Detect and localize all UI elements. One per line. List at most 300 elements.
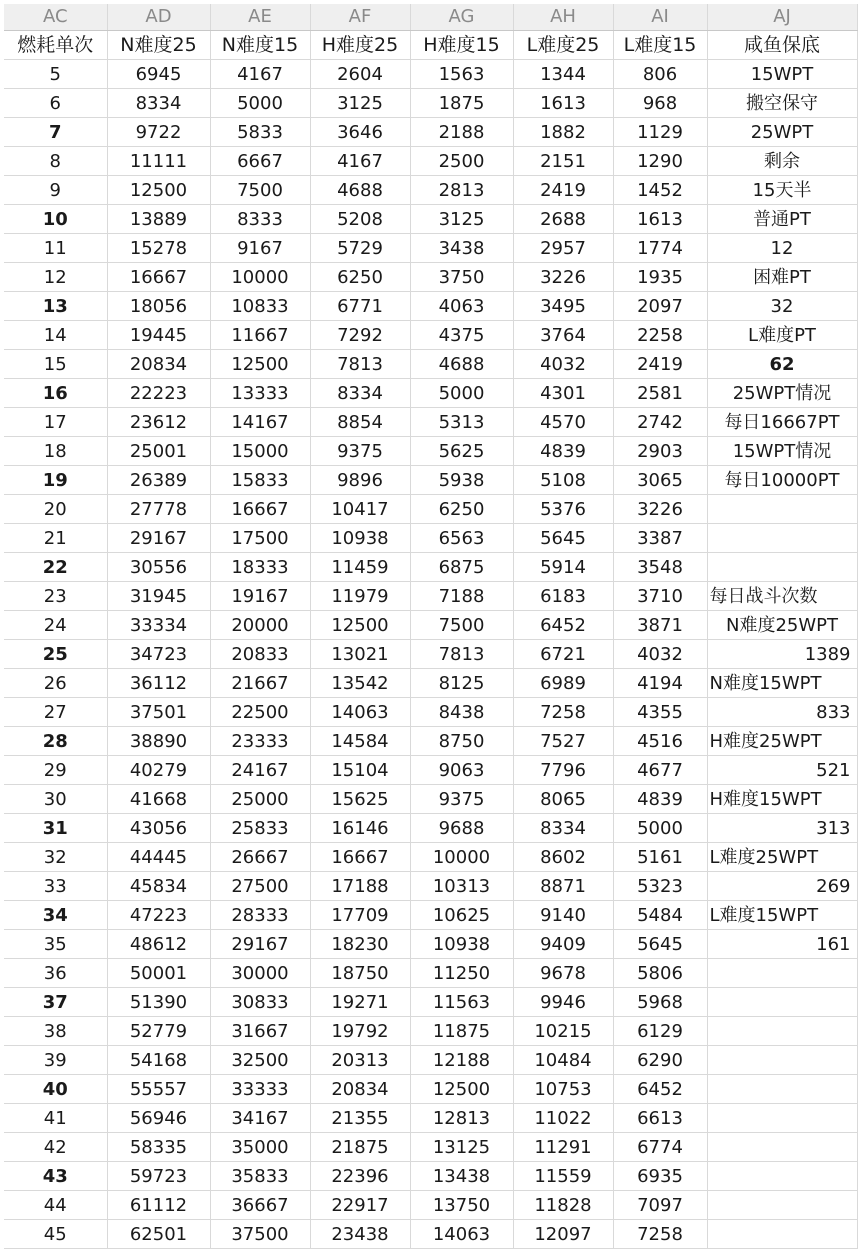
cell-ac[interactable]: 18 [4, 437, 107, 466]
cell-ad[interactable]: 43056 [107, 814, 210, 843]
cell-af[interactable]: 3125 [310, 89, 410, 118]
cell-af[interactable]: 3646 [310, 118, 410, 147]
cell-ad[interactable]: 47223 [107, 901, 210, 930]
cell-label-ai[interactable]: L难度15 [613, 31, 707, 60]
cell-ac[interactable]: 35 [4, 930, 107, 959]
cell-ae[interactable]: 27500 [210, 872, 310, 901]
cell-ad[interactable]: 25001 [107, 437, 210, 466]
cell-ae[interactable]: 15000 [210, 437, 310, 466]
cell-ag[interactable]: 10313 [410, 872, 513, 901]
cell-ac[interactable]: 13 [4, 292, 107, 321]
cell-ae[interactable]: 10833 [210, 292, 310, 321]
cell-ad[interactable]: 13889 [107, 205, 210, 234]
cell-ah[interactable]: 4570 [513, 408, 613, 437]
cell-ai[interactable]: 2097 [613, 292, 707, 321]
cell-ai[interactable]: 4032 [613, 640, 707, 669]
cell-ae[interactable]: 4167 [210, 60, 310, 89]
cell-aj[interactable]: L难度PT [707, 321, 857, 350]
cell-af[interactable]: 7292 [310, 321, 410, 350]
cell-af[interactable]: 14063 [310, 698, 410, 727]
cell-ag[interactable]: 2500 [410, 147, 513, 176]
cell-ai[interactable]: 5323 [613, 872, 707, 901]
cell-ag[interactable]: 9375 [410, 785, 513, 814]
cell-ag[interactable]: 11563 [410, 988, 513, 1017]
cell-ad[interactable]: 62501 [107, 1220, 210, 1249]
cell-ae[interactable]: 20000 [210, 611, 310, 640]
column-header-ae[interactable]: AE [210, 4, 310, 31]
cell-ae[interactable]: 35000 [210, 1133, 310, 1162]
cell-ah[interactable]: 11022 [513, 1104, 613, 1133]
cell-ae[interactable]: 23333 [210, 727, 310, 756]
cell-ag[interactable]: 3438 [410, 234, 513, 263]
cell-ad[interactable]: 48612 [107, 930, 210, 959]
cell-ae[interactable]: 15833 [210, 466, 310, 495]
cell-ag[interactable]: 2188 [410, 118, 513, 147]
cell-ag[interactable]: 10625 [410, 901, 513, 930]
cell-ah[interactable]: 10484 [513, 1046, 613, 1075]
cell-aj[interactable] [707, 495, 857, 524]
cell-ag[interactable]: 8438 [410, 698, 513, 727]
cell-ac[interactable]: 15 [4, 350, 107, 379]
cell-ad[interactable]: 54168 [107, 1046, 210, 1075]
cell-af[interactable]: 13542 [310, 669, 410, 698]
cell-af[interactable]: 18750 [310, 959, 410, 988]
cell-af[interactable]: 20313 [310, 1046, 410, 1075]
cell-af[interactable]: 16667 [310, 843, 410, 872]
cell-aj[interactable]: H难度15WPT [707, 785, 857, 814]
cell-af[interactable]: 4688 [310, 176, 410, 205]
cell-ag[interactable]: 8750 [410, 727, 513, 756]
cell-ag[interactable]: 5938 [410, 466, 513, 495]
cell-ah[interactable]: 7527 [513, 727, 613, 756]
cell-ad[interactable]: 33334 [107, 611, 210, 640]
cell-ae[interactable]: 30000 [210, 959, 310, 988]
cell-af[interactable]: 8854 [310, 408, 410, 437]
cell-aj[interactable] [707, 1162, 857, 1191]
cell-aj[interactable]: 困难PT [707, 263, 857, 292]
cell-ai[interactable]: 6774 [613, 1133, 707, 1162]
cell-ai[interactable]: 1774 [613, 234, 707, 263]
cell-af[interactable]: 6771 [310, 292, 410, 321]
cell-ai[interactable]: 1290 [613, 147, 707, 176]
cell-ad[interactable]: 55557 [107, 1075, 210, 1104]
cell-ac[interactable]: 32 [4, 843, 107, 872]
cell-af[interactable]: 17188 [310, 872, 410, 901]
cell-ae[interactable]: 5833 [210, 118, 310, 147]
cell-ad[interactable]: 19445 [107, 321, 210, 350]
cell-aj[interactable]: L难度25WPT [707, 843, 857, 872]
cell-ag[interactable]: 5000 [410, 379, 513, 408]
cell-ad[interactable]: 29167 [107, 524, 210, 553]
cell-af[interactable]: 22396 [310, 1162, 410, 1191]
cell-ah[interactable]: 2419 [513, 176, 613, 205]
cell-ad[interactable]: 15278 [107, 234, 210, 263]
cell-ac[interactable]: 34 [4, 901, 107, 930]
cell-ae[interactable]: 5000 [210, 89, 310, 118]
cell-ah[interactable]: 6989 [513, 669, 613, 698]
cell-ai[interactable]: 3226 [613, 495, 707, 524]
cell-ac[interactable]: 43 [4, 1162, 107, 1191]
cell-ag[interactable]: 14063 [410, 1220, 513, 1249]
cell-af[interactable]: 4167 [310, 147, 410, 176]
cell-ag[interactable]: 7500 [410, 611, 513, 640]
cell-ad[interactable]: 61112 [107, 1191, 210, 1220]
cell-aj[interactable]: 62 [707, 350, 857, 379]
cell-ac[interactable]: 11 [4, 234, 107, 263]
cell-ad[interactable]: 34723 [107, 640, 210, 669]
cell-ah[interactable]: 8871 [513, 872, 613, 901]
cell-af[interactable]: 9375 [310, 437, 410, 466]
cell-ae[interactable]: 20833 [210, 640, 310, 669]
cell-ad[interactable]: 26389 [107, 466, 210, 495]
cell-af[interactable]: 5729 [310, 234, 410, 263]
cell-af[interactable]: 15104 [310, 756, 410, 785]
cell-ae[interactable]: 28333 [210, 901, 310, 930]
cell-ai[interactable]: 1613 [613, 205, 707, 234]
cell-ai[interactable]: 968 [613, 89, 707, 118]
cell-af[interactable]: 11459 [310, 553, 410, 582]
cell-ai[interactable]: 6452 [613, 1075, 707, 1104]
cell-ad[interactable]: 18056 [107, 292, 210, 321]
cell-aj[interactable] [707, 1104, 857, 1133]
cell-ah[interactable]: 7258 [513, 698, 613, 727]
cell-aj[interactable] [707, 1046, 857, 1075]
cell-af[interactable]: 7813 [310, 350, 410, 379]
cell-aj[interactable]: 每日10000PT [707, 466, 857, 495]
cell-ai[interactable]: 6290 [613, 1046, 707, 1075]
cell-aj[interactable] [707, 1133, 857, 1162]
cell-ah[interactable]: 5914 [513, 553, 613, 582]
cell-ac[interactable]: 25 [4, 640, 107, 669]
cell-ae[interactable]: 21667 [210, 669, 310, 698]
cell-ad[interactable]: 31945 [107, 582, 210, 611]
cell-ah[interactable]: 2957 [513, 234, 613, 263]
cell-af[interactable]: 5208 [310, 205, 410, 234]
cell-ah[interactable]: 9409 [513, 930, 613, 959]
cell-label-aj[interactable]: 咸鱼保底 [707, 31, 857, 60]
cell-ah[interactable]: 7796 [513, 756, 613, 785]
cell-ai[interactable]: 5161 [613, 843, 707, 872]
cell-ah[interactable]: 9140 [513, 901, 613, 930]
cell-ac[interactable]: 45 [4, 1220, 107, 1249]
cell-ad[interactable]: 51390 [107, 988, 210, 1017]
cell-ac[interactable]: 9 [4, 176, 107, 205]
cell-ah[interactable]: 5376 [513, 495, 613, 524]
cell-label-ad[interactable]: N难度25 [107, 31, 210, 60]
cell-ai[interactable]: 2581 [613, 379, 707, 408]
cell-af[interactable]: 23438 [310, 1220, 410, 1249]
cell-ag[interactable]: 9063 [410, 756, 513, 785]
column-header-ag[interactable]: AG [410, 4, 513, 31]
cell-af[interactable]: 10938 [310, 524, 410, 553]
cell-label-ac[interactable]: 燃耗单次 [4, 31, 107, 60]
cell-ai[interactable]: 6935 [613, 1162, 707, 1191]
column-header-ai[interactable]: AI [613, 4, 707, 31]
cell-ac[interactable]: 38 [4, 1017, 107, 1046]
cell-ah[interactable]: 3495 [513, 292, 613, 321]
cell-ah[interactable]: 2688 [513, 205, 613, 234]
cell-ah[interactable]: 4301 [513, 379, 613, 408]
cell-ad[interactable]: 27778 [107, 495, 210, 524]
cell-aj[interactable] [707, 524, 857, 553]
cell-ah[interactable]: 1613 [513, 89, 613, 118]
cell-af[interactable]: 22917 [310, 1191, 410, 1220]
cell-aj[interactable] [707, 1191, 857, 1220]
cell-ad[interactable]: 9722 [107, 118, 210, 147]
cell-ai[interactable]: 5968 [613, 988, 707, 1017]
cell-ac[interactable]: 29 [4, 756, 107, 785]
cell-label-ag[interactable]: H难度15 [410, 31, 513, 60]
cell-ad[interactable]: 56946 [107, 1104, 210, 1133]
cell-ad[interactable]: 41668 [107, 785, 210, 814]
cell-ai[interactable]: 3710 [613, 582, 707, 611]
cell-ag[interactable]: 7813 [410, 640, 513, 669]
cell-ac[interactable]: 21 [4, 524, 107, 553]
cell-af[interactable]: 16146 [310, 814, 410, 843]
cell-aj[interactable]: 12 [707, 234, 857, 263]
cell-ai[interactable]: 3548 [613, 553, 707, 582]
cell-ag[interactable]: 10938 [410, 930, 513, 959]
cell-aj[interactable] [707, 988, 857, 1017]
cell-ac[interactable]: 6 [4, 89, 107, 118]
cell-ad[interactable]: 20834 [107, 350, 210, 379]
cell-ae[interactable]: 17500 [210, 524, 310, 553]
cell-ag[interactable]: 6563 [410, 524, 513, 553]
cell-af[interactable]: 13021 [310, 640, 410, 669]
cell-ai[interactable]: 2419 [613, 350, 707, 379]
cell-ac[interactable]: 31 [4, 814, 107, 843]
cell-ag[interactable]: 6250 [410, 495, 513, 524]
cell-aj[interactable]: 25WPT [707, 118, 857, 147]
cell-ah[interactable]: 4032 [513, 350, 613, 379]
cell-ag[interactable]: 4375 [410, 321, 513, 350]
cell-ad[interactable]: 44445 [107, 843, 210, 872]
cell-ac[interactable]: 23 [4, 582, 107, 611]
column-header-ah[interactable]: AH [513, 4, 613, 31]
cell-af[interactable]: 18230 [310, 930, 410, 959]
cell-af[interactable]: 10417 [310, 495, 410, 524]
cell-af[interactable]: 15625 [310, 785, 410, 814]
cell-ae[interactable]: 26667 [210, 843, 310, 872]
cell-ah[interactable]: 3764 [513, 321, 613, 350]
cell-ae[interactable]: 7500 [210, 176, 310, 205]
cell-af[interactable]: 21875 [310, 1133, 410, 1162]
cell-ai[interactable]: 4355 [613, 698, 707, 727]
cell-ag[interactable]: 12500 [410, 1075, 513, 1104]
cell-ac[interactable]: 41 [4, 1104, 107, 1133]
cell-ac[interactable]: 22 [4, 553, 107, 582]
cell-ag[interactable]: 13750 [410, 1191, 513, 1220]
column-header-aj[interactable]: AJ [707, 4, 857, 31]
cell-ad[interactable]: 23612 [107, 408, 210, 437]
cell-af[interactable]: 11979 [310, 582, 410, 611]
column-header-ad[interactable]: AD [107, 4, 210, 31]
cell-ah[interactable]: 5108 [513, 466, 613, 495]
cell-ae[interactable]: 18333 [210, 553, 310, 582]
cell-ag[interactable]: 8125 [410, 669, 513, 698]
cell-af[interactable]: 19271 [310, 988, 410, 1017]
cell-aj[interactable] [707, 959, 857, 988]
cell-ad[interactable]: 52779 [107, 1017, 210, 1046]
cell-aj[interactable]: 15天半 [707, 176, 857, 205]
cell-ag[interactable]: 10000 [410, 843, 513, 872]
cell-af[interactable]: 12500 [310, 611, 410, 640]
cell-ae[interactable]: 13333 [210, 379, 310, 408]
cell-ad[interactable]: 37501 [107, 698, 210, 727]
cell-ac[interactable]: 12 [4, 263, 107, 292]
cell-aj[interactable]: 每日战斗次数 [707, 582, 857, 611]
cell-ae[interactable]: 16667 [210, 495, 310, 524]
cell-ah[interactable]: 10215 [513, 1017, 613, 1046]
cell-ai[interactable]: 4194 [613, 669, 707, 698]
column-header-ac[interactable]: AC [4, 4, 107, 31]
cell-ac[interactable]: 28 [4, 727, 107, 756]
cell-ai[interactable]: 4677 [613, 756, 707, 785]
cell-ae[interactable]: 30833 [210, 988, 310, 1017]
cell-ah[interactable]: 2151 [513, 147, 613, 176]
cell-ad[interactable]: 50001 [107, 959, 210, 988]
cell-aj[interactable] [707, 1017, 857, 1046]
cell-ac[interactable]: 17 [4, 408, 107, 437]
cell-ai[interactable]: 806 [613, 60, 707, 89]
cell-ae[interactable]: 33333 [210, 1075, 310, 1104]
cell-af[interactable]: 14584 [310, 727, 410, 756]
cell-ag[interactable]: 13438 [410, 1162, 513, 1191]
cell-ad[interactable]: 6945 [107, 60, 210, 89]
cell-ad[interactable]: 16667 [107, 263, 210, 292]
cell-ac[interactable]: 10 [4, 205, 107, 234]
cell-ah[interactable]: 10753 [513, 1075, 613, 1104]
cell-ac[interactable]: 7 [4, 118, 107, 147]
cell-aj[interactable] [707, 1220, 857, 1249]
cell-ah[interactable]: 9678 [513, 959, 613, 988]
cell-aj[interactable]: 521 [707, 756, 857, 785]
cell-ac[interactable]: 16 [4, 379, 107, 408]
cell-ag[interactable]: 13125 [410, 1133, 513, 1162]
cell-ac[interactable]: 19 [4, 466, 107, 495]
cell-ai[interactable]: 5806 [613, 959, 707, 988]
cell-aj[interactable]: 搬空保守 [707, 89, 857, 118]
cell-ac[interactable]: 5 [4, 60, 107, 89]
cell-ac[interactable]: 33 [4, 872, 107, 901]
cell-ag[interactable]: 4688 [410, 350, 513, 379]
cell-ah[interactable]: 8602 [513, 843, 613, 872]
cell-aj[interactable]: 269 [707, 872, 857, 901]
cell-ac[interactable]: 30 [4, 785, 107, 814]
cell-ae[interactable]: 8333 [210, 205, 310, 234]
cell-ai[interactable]: 1452 [613, 176, 707, 205]
cell-ah[interactable]: 8334 [513, 814, 613, 843]
cell-ad[interactable]: 11111 [107, 147, 210, 176]
cell-ag[interactable]: 1563 [410, 60, 513, 89]
cell-ai[interactable]: 2742 [613, 408, 707, 437]
cell-ag[interactable]: 12188 [410, 1046, 513, 1075]
cell-ai[interactable]: 2903 [613, 437, 707, 466]
cell-aj[interactable]: H难度25WPT [707, 727, 857, 756]
cell-ae[interactable]: 36667 [210, 1191, 310, 1220]
cell-ah[interactable]: 4839 [513, 437, 613, 466]
cell-ae[interactable]: 10000 [210, 263, 310, 292]
cell-label-ah[interactable]: L难度25 [513, 31, 613, 60]
cell-ai[interactable]: 5000 [613, 814, 707, 843]
cell-ai[interactable]: 6613 [613, 1104, 707, 1133]
cell-aj[interactable]: 161 [707, 930, 857, 959]
cell-ai[interactable]: 7097 [613, 1191, 707, 1220]
cell-ae[interactable]: 12500 [210, 350, 310, 379]
cell-af[interactable]: 6250 [310, 263, 410, 292]
cell-ah[interactable]: 5645 [513, 524, 613, 553]
cell-label-ae[interactable]: N难度15 [210, 31, 310, 60]
cell-ag[interactable]: 5313 [410, 408, 513, 437]
cell-ag[interactable]: 4063 [410, 292, 513, 321]
cell-aj[interactable]: 每日16667PT [707, 408, 857, 437]
cell-ah[interactable]: 8065 [513, 785, 613, 814]
cell-ad[interactable]: 58335 [107, 1133, 210, 1162]
cell-ad[interactable]: 59723 [107, 1162, 210, 1191]
cell-ai[interactable]: 4516 [613, 727, 707, 756]
cell-aj[interactable] [707, 1075, 857, 1104]
cell-af[interactable]: 17709 [310, 901, 410, 930]
cell-ae[interactable]: 24167 [210, 756, 310, 785]
cell-ad[interactable]: 40279 [107, 756, 210, 785]
cell-ag[interactable]: 2813 [410, 176, 513, 205]
cell-ae[interactable]: 29167 [210, 930, 310, 959]
cell-ac[interactable]: 42 [4, 1133, 107, 1162]
cell-ai[interactable]: 1129 [613, 118, 707, 147]
cell-ag[interactable]: 11875 [410, 1017, 513, 1046]
cell-ah[interactable]: 6721 [513, 640, 613, 669]
cell-aj[interactable]: N难度15WPT [707, 669, 857, 698]
cell-ai[interactable]: 6129 [613, 1017, 707, 1046]
cell-ac[interactable]: 27 [4, 698, 107, 727]
cell-ac[interactable]: 36 [4, 959, 107, 988]
cell-ah[interactable]: 11291 [513, 1133, 613, 1162]
cell-ae[interactable]: 31667 [210, 1017, 310, 1046]
cell-ai[interactable]: 5484 [613, 901, 707, 930]
cell-ah[interactable]: 1882 [513, 118, 613, 147]
cell-ah[interactable]: 11559 [513, 1162, 613, 1191]
cell-ae[interactable]: 22500 [210, 698, 310, 727]
cell-ah[interactable]: 9946 [513, 988, 613, 1017]
cell-af[interactable]: 21355 [310, 1104, 410, 1133]
cell-af[interactable]: 19792 [310, 1017, 410, 1046]
cell-ai[interactable]: 2258 [613, 321, 707, 350]
cell-af[interactable]: 2604 [310, 60, 410, 89]
cell-aj[interactable]: 剩余 [707, 147, 857, 176]
cell-aj[interactable]: 313 [707, 814, 857, 843]
cell-ad[interactable]: 36112 [107, 669, 210, 698]
cell-ae[interactable]: 37500 [210, 1220, 310, 1249]
cell-ae[interactable]: 25833 [210, 814, 310, 843]
cell-ae[interactable]: 34167 [210, 1104, 310, 1133]
cell-af[interactable]: 9896 [310, 466, 410, 495]
cell-af[interactable]: 8334 [310, 379, 410, 408]
cell-aj[interactable]: 833 [707, 698, 857, 727]
cell-ag[interactable]: 12813 [410, 1104, 513, 1133]
cell-ac[interactable]: 14 [4, 321, 107, 350]
cell-ah[interactable]: 11828 [513, 1191, 613, 1220]
cell-ag[interactable]: 11250 [410, 959, 513, 988]
cell-ag[interactable]: 9688 [410, 814, 513, 843]
cell-ai[interactable]: 3871 [613, 611, 707, 640]
cell-ah[interactable]: 12097 [513, 1220, 613, 1249]
cell-ad[interactable]: 8334 [107, 89, 210, 118]
cell-ai[interactable]: 3065 [613, 466, 707, 495]
cell-aj[interactable]: L难度15WPT [707, 901, 857, 930]
cell-ai[interactable]: 4839 [613, 785, 707, 814]
cell-ae[interactable]: 19167 [210, 582, 310, 611]
cell-ae[interactable]: 9167 [210, 234, 310, 263]
